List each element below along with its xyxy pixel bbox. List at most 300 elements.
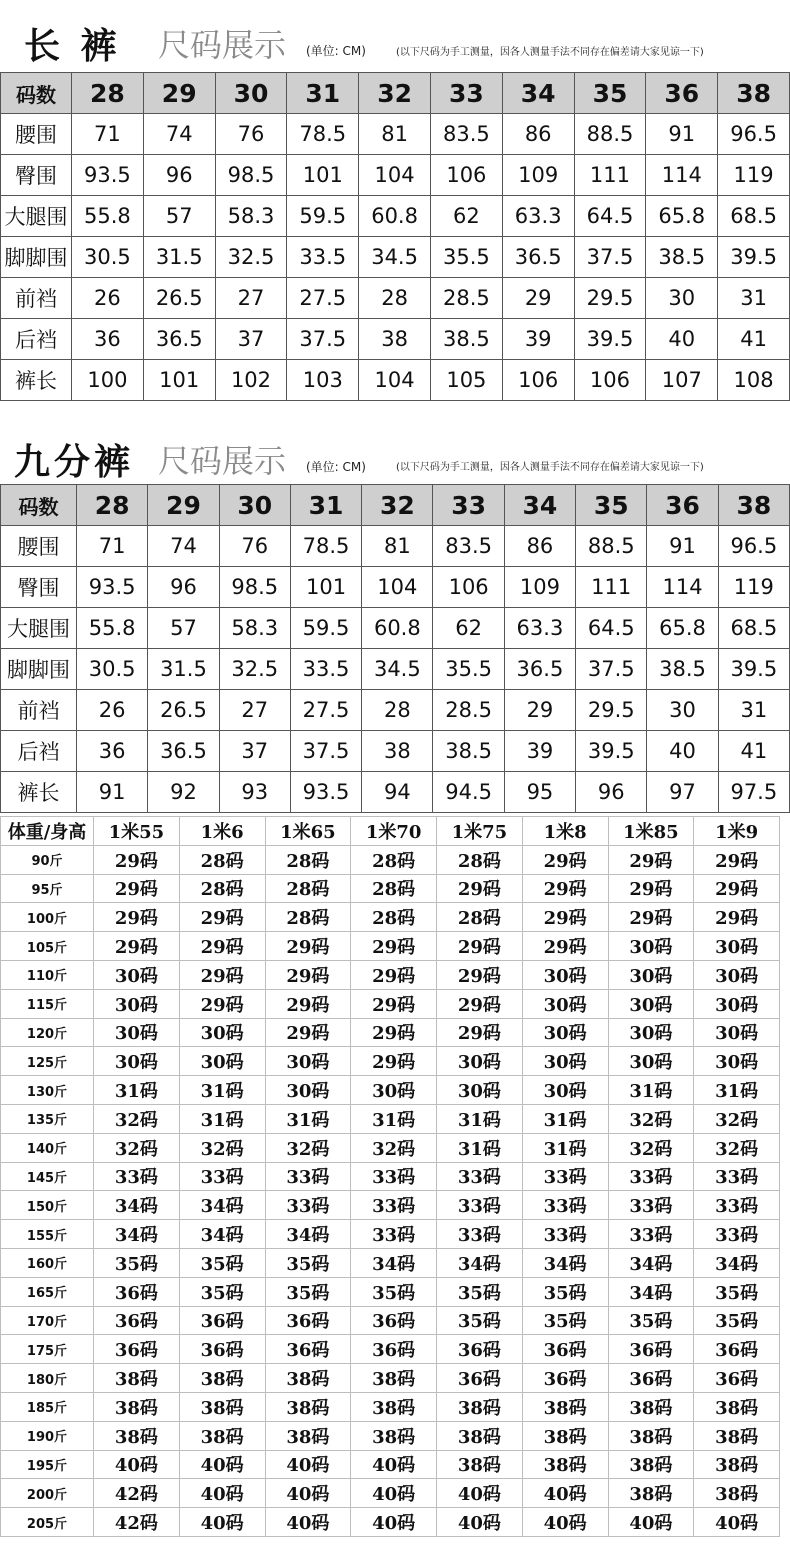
table-row [1,1191,780,1220]
table-row [1,1335,780,1364]
table-cell: 31码 [437,1104,523,1133]
row-label-cell: 脚脚围 [1,237,72,278]
table-row [1,1306,780,1335]
table-cell: 86 [502,114,574,155]
table-cell: 29码 [265,1018,351,1047]
table-cell: 107 [646,360,718,401]
table-cell: 40码 [522,1479,608,1508]
table-cell: 71 [77,526,148,567]
table-cell: 94.5 [433,772,504,813]
table-cell: 30码 [522,1018,608,1047]
table-cell: 35码 [694,1306,780,1335]
table-cell: 33码 [437,1220,523,1249]
table-cell: 33码 [694,1191,780,1220]
table-cell: 30码 [608,1047,694,1076]
header-cell: 29 [143,73,215,114]
table-row [1,1018,780,1047]
table-cell: 38码 [522,1450,608,1479]
row-label-cell: 180斤 [1,1364,94,1393]
header-cell: 1米65 [265,817,351,846]
table-cell: 40码 [351,1508,437,1537]
table-cell: 30码 [94,1047,180,1076]
table-cell: 38 [359,319,431,360]
row-label-cell: 130斤 [1,1076,94,1105]
table-cell: 105 [430,360,502,401]
table-row [1,526,790,567]
table-cell: 30码 [608,989,694,1018]
table-cell: 31码 [522,1133,608,1162]
table-cell: 68.5 [718,608,789,649]
table-cell: 97.5 [718,772,789,813]
header-cell: 38 [718,485,789,526]
table-cell: 100 [72,360,144,401]
table-cell: 36码 [694,1364,780,1393]
table-cell: 104 [359,155,431,196]
table-cell: 27.5 [290,690,361,731]
table-cell: 33.5 [287,237,359,278]
table-cell: 98.5 [215,155,287,196]
table-cell: 29码 [608,874,694,903]
header-label-cell: 码数 [1,73,72,114]
table-cell: 27 [219,690,290,731]
table-cell: 36.5 [148,731,219,772]
table-cell: 35.5 [433,649,504,690]
table-cell: 38码 [694,1450,780,1479]
table-cell: 34码 [94,1191,180,1220]
table-cell: 55.8 [72,196,144,237]
table-row [1,1220,780,1249]
header-cell: 28 [77,485,148,526]
table-cell: 28码 [437,903,523,932]
table-cell: 119 [718,155,790,196]
table-cell: 34码 [522,1248,608,1277]
table-cell: 40码 [694,1508,780,1537]
table-cell: 41 [718,319,790,360]
header-cell: 1米75 [437,817,523,846]
row-label-cell: 95斤 [1,874,94,903]
table-cell: 38码 [437,1421,523,1450]
table-cell: 108 [718,360,790,401]
table-cell: 30码 [351,1076,437,1105]
table-cell: 29码 [437,874,523,903]
header-cell: 1米85 [608,817,694,846]
table-cell: 28码 [351,845,437,874]
table-cell: 63.3 [502,196,574,237]
table-cell: 30码 [694,1018,780,1047]
table-cell: 40 [647,731,718,772]
table-cell: 33码 [694,1162,780,1191]
table-cell: 68.5 [718,196,790,237]
table-cell: 30码 [608,932,694,961]
table-row [1,608,790,649]
table-cell: 33码 [608,1220,694,1249]
table-cell: 38码 [265,1364,351,1393]
table-cell: 37.5 [290,731,361,772]
header-cell: 34 [502,73,574,114]
table-cell: 65.8 [646,196,718,237]
table-cell: 37.5 [287,319,359,360]
table-cell: 109 [504,567,575,608]
table-cell: 60.8 [362,608,433,649]
table-cell: 38码 [608,1421,694,1450]
table-cell: 29码 [351,989,437,1018]
header-label-cell: 码数 [1,485,77,526]
table-cell: 106 [430,155,502,196]
table-cell: 93.5 [72,155,144,196]
table-row [1,772,790,813]
table-cell: 36码 [351,1335,437,1364]
table-row [1,845,780,874]
table-cell: 71 [72,114,144,155]
table-cell: 36.5 [504,649,575,690]
table-cell: 36.5 [143,319,215,360]
unit-label: (单位: CM) [306,44,366,58]
table-cell: 30.5 [72,237,144,278]
table-cell: 42码 [94,1479,180,1508]
table-cell: 29码 [94,903,180,932]
table-cell: 96.5 [718,526,789,567]
table-cell: 40码 [265,1508,351,1537]
table-cell: 29码 [265,960,351,989]
row-label-cell: 前裆 [1,278,72,319]
table-cell: 40码 [94,1450,180,1479]
table-cell: 30码 [608,1018,694,1047]
table-row [1,1364,780,1393]
table-cell: 31码 [522,1104,608,1133]
row-label-cell: 140斤 [1,1133,94,1162]
table-cell: 30 [646,278,718,319]
table-cell: 38码 [351,1364,437,1393]
table-cell: 27 [215,278,287,319]
table-cell: 31码 [94,1076,180,1105]
unit-label: (单位: CM) [306,460,366,474]
table-cell: 32码 [608,1133,694,1162]
table-row [1,1479,780,1508]
table-cell: 28码 [265,845,351,874]
table-cell: 35码 [522,1306,608,1335]
table-cell: 40码 [351,1450,437,1479]
long-pants-size-table [0,72,790,401]
table-cell: 30码 [179,1047,265,1076]
table-cell: 60.8 [359,196,431,237]
table-cell: 38.5 [433,731,504,772]
header-cell: 1米9 [694,817,780,846]
section-title: 九分裤 [14,442,135,483]
table-cell: 29码 [265,989,351,1018]
table-cell: 38码 [522,1392,608,1421]
table-cell: 104 [362,567,433,608]
row-label-cell: 165斤 [1,1277,94,1306]
table-cell: 93.5 [77,567,148,608]
table-row [1,567,790,608]
table-cell: 29码 [179,989,265,1018]
table-cell: 37.5 [576,649,647,690]
table-cell: 40码 [265,1479,351,1508]
table-cell: 35码 [179,1248,265,1277]
table-cell: 38.5 [430,319,502,360]
header-cell: 36 [647,485,718,526]
table-cell: 31码 [179,1104,265,1133]
table-cell: 95 [504,772,575,813]
table-cell: 26.5 [143,278,215,319]
table-cell: 26.5 [148,690,219,731]
table-cell: 30码 [94,960,180,989]
table-cell: 64.5 [576,608,647,649]
table-cell: 29.5 [576,690,647,731]
table-cell: 29 [502,278,574,319]
table-cell: 38码 [608,1450,694,1479]
table-cell: 38.5 [646,237,718,278]
row-label-cell: 115斤 [1,989,94,1018]
table-cell: 58.3 [219,608,290,649]
table-cell: 33.5 [290,649,361,690]
table-header-row [1,817,780,846]
row-label-cell: 170斤 [1,1306,94,1335]
long-pants-title-bar [0,0,790,70]
table-cell: 29码 [694,903,780,932]
table-cell: 38.5 [647,649,718,690]
table-cell: 40码 [179,1450,265,1479]
table-cell: 36码 [608,1335,694,1364]
table-cell: 33码 [351,1220,437,1249]
row-label-cell: 195斤 [1,1450,94,1479]
row-label-cell: 腰围 [1,114,72,155]
header-cell: 32 [359,73,431,114]
row-label-cell: 后裆 [1,731,77,772]
table-cell: 34码 [94,1220,180,1249]
table-cell: 38码 [694,1421,780,1450]
table-cell: 26 [72,278,144,319]
table-cell: 59.5 [290,608,361,649]
table-cell: 40码 [437,1479,523,1508]
table-cell: 29码 [608,903,694,932]
table-row [1,155,790,196]
table-cell: 34码 [694,1248,780,1277]
table-cell: 35码 [694,1277,780,1306]
table-cell: 30码 [265,1076,351,1105]
header-cell: 35 [574,73,646,114]
table-cell: 37 [215,319,287,360]
table-cell: 74 [148,526,219,567]
section-subtitle: 尺码展示 [158,442,287,480]
table-cell: 32.5 [219,649,290,690]
table-cell: 86 [504,526,575,567]
table-cell: 34码 [179,1191,265,1220]
header-cell: 1米8 [522,817,608,846]
table-row [1,731,790,772]
table-cell: 91 [647,526,718,567]
table-cell: 38 [362,731,433,772]
table-cell: 38码 [437,1450,523,1479]
table-cell: 30码 [94,989,180,1018]
table-cell: 38码 [179,1421,265,1450]
table-cell: 29码 [179,932,265,961]
table-cell: 29码 [351,1018,437,1047]
table-cell: 29码 [351,1047,437,1076]
row-label-cell: 160斤 [1,1248,94,1277]
table-cell: 29码 [265,932,351,961]
row-label-cell: 135斤 [1,1104,94,1133]
table-cell: 35码 [94,1248,180,1277]
header-cell: 33 [433,485,504,526]
table-cell: 96.5 [718,114,790,155]
table-cell: 35码 [437,1277,523,1306]
row-label-cell: 185斤 [1,1392,94,1421]
table-cell: 119 [718,567,789,608]
header-cell: 34 [504,485,575,526]
table-cell: 31码 [437,1133,523,1162]
table-cell: 33码 [437,1191,523,1220]
table-cell: 29码 [179,903,265,932]
table-cell: 36码 [351,1306,437,1335]
table-cell: 26 [77,690,148,731]
table-cell: 28码 [265,874,351,903]
table-cell: 33码 [608,1162,694,1191]
table-row [1,1421,780,1450]
table-cell: 36码 [522,1335,608,1364]
row-label-cell: 90斤 [1,845,94,874]
header-cell: 31 [287,73,359,114]
table-cell: 31 [718,690,789,731]
row-label-cell: 175斤 [1,1335,94,1364]
table-cell: 36码 [522,1364,608,1393]
table-cell: 28码 [179,845,265,874]
table-cell: 114 [646,155,718,196]
table-cell: 88.5 [576,526,647,567]
table-cell: 30码 [522,1076,608,1105]
table-cell: 41 [718,731,789,772]
table-cell: 111 [574,155,646,196]
table-cell: 42码 [94,1508,180,1537]
header-cell: 1米55 [94,817,180,846]
table-cell: 38码 [94,1392,180,1421]
cropped-pants-title-bar [0,412,790,482]
table-cell: 30 [647,690,718,731]
header-cell: 35 [576,485,647,526]
table-row [1,1392,780,1421]
row-label-cell: 臀围 [1,155,72,196]
table-row [1,114,790,155]
table-cell: 36码 [608,1364,694,1393]
table-cell: 102 [215,360,287,401]
table-cell: 34码 [608,1248,694,1277]
table-cell: 29码 [351,960,437,989]
header-label-cell: 体重/身高 [1,817,94,846]
table-cell: 29码 [94,874,180,903]
table-cell: 37 [219,731,290,772]
table-cell: 28码 [437,845,523,874]
table-cell: 29码 [694,874,780,903]
table-cell: 34.5 [359,237,431,278]
row-label-cell: 105斤 [1,932,94,961]
table-row [1,932,780,961]
table-row [1,690,790,731]
table-cell: 36 [72,319,144,360]
table-cell: 40码 [179,1508,265,1537]
header-cell: 30 [215,73,287,114]
table-cell: 30码 [694,932,780,961]
table-cell: 40码 [265,1450,351,1479]
table-cell: 36码 [179,1306,265,1335]
table-cell: 31码 [694,1076,780,1105]
section-subtitle: 尺码展示 [158,26,287,64]
table-cell: 114 [647,567,718,608]
header-cell: 1米70 [351,817,437,846]
header-cell: 28 [72,73,144,114]
header-cell: 33 [430,73,502,114]
table-cell: 35.5 [430,237,502,278]
table-cell: 38码 [608,1479,694,1508]
table-cell: 32码 [94,1104,180,1133]
table-cell: 36码 [94,1277,180,1306]
table-cell: 31.5 [148,649,219,690]
header-cell: 38 [718,73,790,114]
row-label-cell: 脚脚围 [1,649,77,690]
table-cell: 27.5 [287,278,359,319]
table-cell: 30码 [94,1018,180,1047]
header-cell: 29 [148,485,219,526]
table-cell: 33码 [522,1162,608,1191]
table-row [1,960,780,989]
row-label-cell: 大腿围 [1,608,77,649]
table-cell: 29码 [694,845,780,874]
table-cell: 34码 [437,1248,523,1277]
table-cell: 39 [502,319,574,360]
table-cell: 58.3 [215,196,287,237]
table-cell: 88.5 [574,114,646,155]
measurement-note: (以下尺码为手工测量，因各人测量手法不同存在偏差请大家见谅一下) [396,47,704,58]
table-cell: 28码 [265,903,351,932]
table-cell: 65.8 [647,608,718,649]
row-label-cell: 110斤 [1,960,94,989]
table-cell: 31.5 [143,237,215,278]
row-label-cell: 裤长 [1,772,77,813]
measurement-note: (以下尺码为手工测量，因各人测量手法不同存在偏差请大家见谅一下) [396,462,704,473]
table-cell: 28码 [351,903,437,932]
table-row [1,1047,780,1076]
table-cell: 28 [362,690,433,731]
table-cell: 39 [504,731,575,772]
table-cell: 33码 [437,1162,523,1191]
table-row [1,1133,780,1162]
table-cell: 74 [143,114,215,155]
table-cell: 81 [362,526,433,567]
table-cell: 101 [287,155,359,196]
table-cell: 106 [502,360,574,401]
table-cell: 103 [287,360,359,401]
header-cell: 1米6 [179,817,265,846]
table-cell: 38码 [608,1392,694,1421]
row-label-cell: 前裆 [1,690,77,731]
table-cell: 30码 [522,960,608,989]
table-cell: 81 [359,114,431,155]
table-row [1,1162,780,1191]
cropped-pants-size-table [0,484,790,813]
table-cell: 38码 [694,1392,780,1421]
table-cell: 34码 [351,1248,437,1277]
header-cell: 30 [219,485,290,526]
table-cell: 32码 [351,1133,437,1162]
table-cell: 31码 [351,1104,437,1133]
table-cell: 33码 [351,1191,437,1220]
table-cell: 31码 [265,1104,351,1133]
table-cell: 57 [143,196,215,237]
table-row [1,649,790,690]
table-cell: 106 [433,567,504,608]
table-cell: 33码 [608,1191,694,1220]
table-cell: 35码 [522,1277,608,1306]
table-cell: 34码 [265,1220,351,1249]
